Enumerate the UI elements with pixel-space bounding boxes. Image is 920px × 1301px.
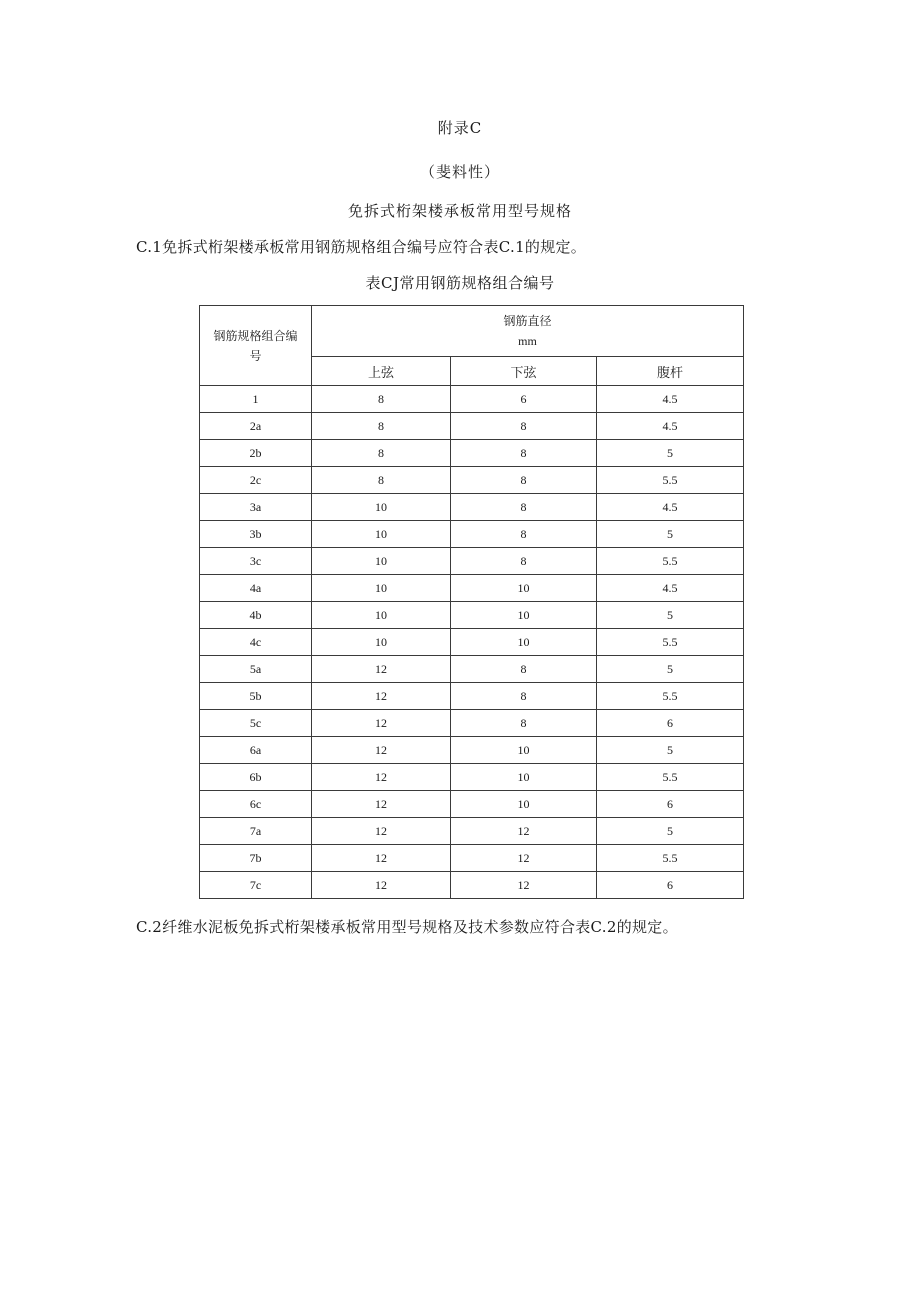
cell-bottom-chord: 6 [451, 386, 597, 413]
cell-bottom-chord: 12 [451, 845, 597, 872]
cell-code: 6a [200, 737, 312, 764]
header-diameter-label: 钢筋直径 [503, 314, 552, 328]
clause-c2: C.2纤维水泥板免拆式桁架楼承板常用型号规格及技术参数应符合表C.2的规定。 [136, 918, 678, 936]
cell-web: 5 [597, 440, 744, 467]
cell-top-chord: 12 [312, 764, 451, 791]
appendix-title: 附录C [437, 119, 483, 137]
cell-web: 4.5 [597, 494, 744, 521]
cell-top-chord: 10 [312, 494, 451, 521]
cell-web: 5.5 [597, 467, 744, 494]
cell-bottom-chord: 10 [451, 602, 597, 629]
cell-web: 6 [597, 791, 744, 818]
cell-web: 5.5 [597, 629, 744, 656]
cell-code: 3a [200, 494, 312, 521]
cell-web: 5.5 [597, 548, 744, 575]
cell-web: 5 [597, 656, 744, 683]
rebar-spec-table [199, 305, 744, 899]
cell-bottom-chord: 10 [451, 629, 597, 656]
cell-code: 4b [200, 602, 312, 629]
appendix-subject: 免拆式桁架楼承板常用型号规格 [347, 202, 572, 220]
cell-bottom-chord: 10 [451, 575, 597, 602]
cell-top-chord: 10 [312, 602, 451, 629]
cell-top-chord: 12 [312, 845, 451, 872]
table-row [200, 575, 744, 602]
cell-top-chord: 8 [312, 467, 451, 494]
table-row [200, 548, 744, 575]
cell-code: 2c [200, 467, 312, 494]
cell-code: 2b [200, 440, 312, 467]
cell-top-chord: 8 [312, 413, 451, 440]
cell-web: 5 [597, 602, 744, 629]
table-caption: 表CJ常用钢筋规格组合编号 [365, 274, 555, 292]
cell-top-chord: 12 [312, 683, 451, 710]
table-row [200, 386, 744, 413]
cell-code: 5b [200, 683, 312, 710]
cell-code: 7a [200, 818, 312, 845]
clause-c1: C.1免拆式桁架楼承板常用钢筋规格组合编号应符合表C.1的规定。 [136, 238, 587, 256]
cell-code: 7c [200, 872, 312, 899]
table-row [200, 521, 744, 548]
table-row [200, 737, 744, 764]
cell-bottom-chord: 8 [451, 656, 597, 683]
cell-top-chord: 12 [312, 656, 451, 683]
cell-web: 5 [597, 521, 744, 548]
header-top-chord: 上弦 [312, 357, 451, 386]
cell-bottom-chord: 8 [451, 521, 597, 548]
cell-web: 5.5 [597, 683, 744, 710]
header-web-member: 腹杆 [597, 357, 744, 386]
cell-bottom-chord: 8 [451, 467, 597, 494]
cell-bottom-chord: 10 [451, 737, 597, 764]
table-row [200, 710, 744, 737]
cell-web: 5 [597, 818, 744, 845]
cell-code: 4c [200, 629, 312, 656]
cell-bottom-chord: 8 [451, 683, 597, 710]
table-row [200, 629, 744, 656]
cell-bottom-chord: 10 [451, 764, 597, 791]
cell-bottom-chord: 12 [451, 872, 597, 899]
cell-code: 4a [200, 575, 312, 602]
cell-bottom-chord: 12 [451, 818, 597, 845]
cell-bottom-chord: 8 [451, 413, 597, 440]
table-row [200, 440, 744, 467]
cell-code: 3b [200, 521, 312, 548]
cell-code: 6c [200, 791, 312, 818]
header-combination-code: 钢筋规格组合编号 [200, 306, 312, 386]
cell-top-chord: 12 [312, 872, 451, 899]
cell-bottom-chord: 10 [451, 791, 597, 818]
cell-web: 4.5 [597, 575, 744, 602]
cell-web: 6 [597, 710, 744, 737]
appendix-nature: （斐料性） [419, 163, 500, 181]
table-row [200, 818, 744, 845]
table-row [200, 764, 744, 791]
table-row [200, 413, 744, 440]
table-row [200, 656, 744, 683]
table-body [200, 386, 744, 899]
table-row [200, 467, 744, 494]
cell-top-chord: 10 [312, 629, 451, 656]
cell-code: 3c [200, 548, 312, 575]
cell-web: 4.5 [597, 386, 744, 413]
cell-top-chord: 12 [312, 737, 451, 764]
table-row [200, 872, 744, 899]
cell-top-chord: 8 [312, 386, 451, 413]
table-row [200, 845, 744, 872]
header-diameter-unit: mm [518, 334, 537, 348]
cell-bottom-chord: 8 [451, 710, 597, 737]
table-row [200, 494, 744, 521]
table-row [200, 683, 744, 710]
cell-code: 6b [200, 764, 312, 791]
cell-top-chord: 10 [312, 548, 451, 575]
cell-code: 2a [200, 413, 312, 440]
cell-web: 5.5 [597, 764, 744, 791]
table-row [200, 791, 744, 818]
cell-top-chord: 12 [312, 818, 451, 845]
table-row [200, 602, 744, 629]
cell-web: 5.5 [597, 845, 744, 872]
cell-code: 5a [200, 656, 312, 683]
cell-top-chord: 12 [312, 791, 451, 818]
cell-web: 6 [597, 872, 744, 899]
cell-top-chord: 12 [312, 710, 451, 737]
cell-top-chord: 10 [312, 521, 451, 548]
header-bottom-chord: 下弦 [451, 357, 597, 386]
cell-code: 1 [200, 386, 312, 413]
header-rebar-diameter [312, 306, 744, 357]
cell-bottom-chord: 8 [451, 548, 597, 575]
cell-web: 5 [597, 737, 744, 764]
cell-web: 4.5 [597, 413, 744, 440]
cell-code: 5c [200, 710, 312, 737]
cell-bottom-chord: 8 [451, 440, 597, 467]
cell-code: 7b [200, 845, 312, 872]
cell-top-chord: 8 [312, 440, 451, 467]
cell-bottom-chord: 8 [451, 494, 597, 521]
cell-top-chord: 10 [312, 575, 451, 602]
